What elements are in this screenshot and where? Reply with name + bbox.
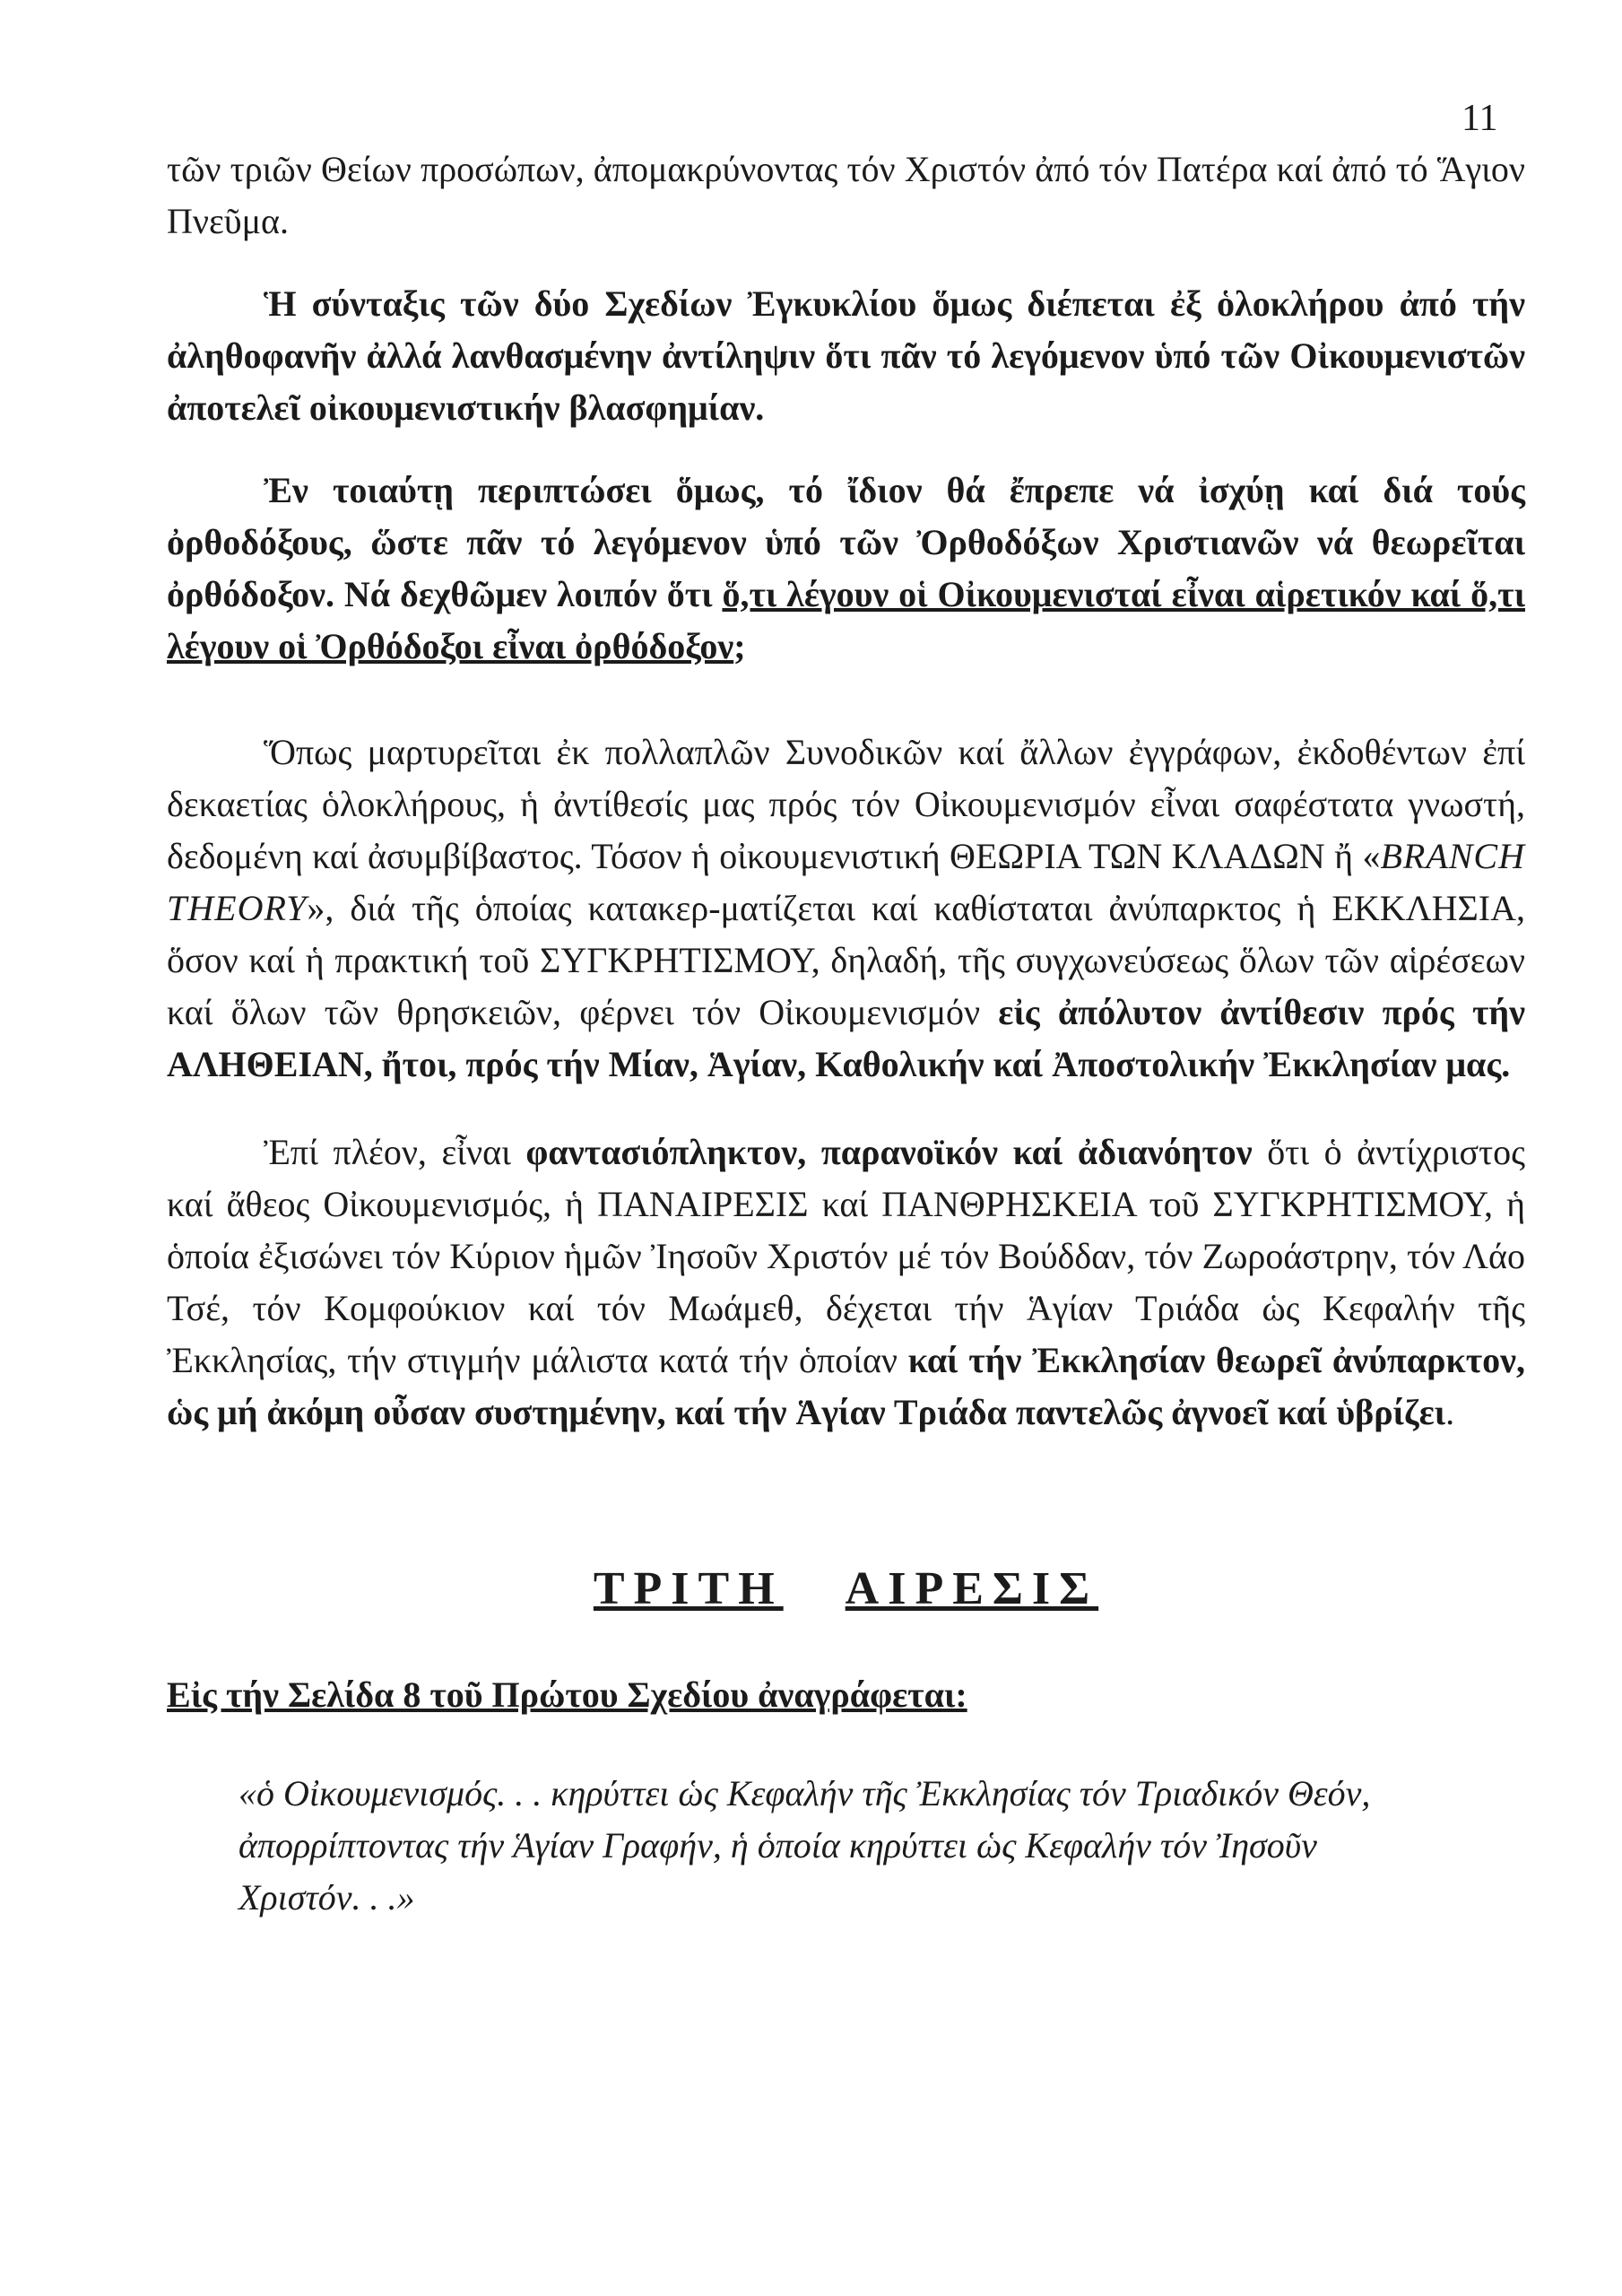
paragraph-2-end: ;	[733, 626, 746, 666]
section-heading	[167, 1562, 1525, 1615]
paragraph-3-text: Ὅπως μαρτυρεῖται ἐκ πολλαπλῶν Συνοδικῶν καί ἄλλων ἐγγράφων, ἐκδοθέντων ἐπί δεκαετίας ὁλοκλήρους, ἡ ἀντίθεσίς μας πρός τόν Οἰκουμενισμόν εἶναι σαφέστατα γνωστή, δεδομένη καί ἀσυμβίβαστος. Τόσον ἡ οἰκουμενιστική ΘΕΩΡΙΑ ΤΩΝ ΚΛΑΔΩΝ ἤ «	[167, 732, 1525, 876]
page-number: 11	[1462, 98, 1498, 139]
paragraph-4	[167, 1126, 1525, 1439]
page-body	[167, 144, 1525, 1924]
branch-theory-term: BRANCH THEORY	[167, 836, 1525, 928]
paragraph-4-text-2: ὅτι ὁ ἀντίχριστος καί ἄθεος Οἰκουμενισμός, ἡ ΠΑΝΑΙΡΕΣΙΣ καί ΠΑΝΘΡΗΣΚΕΙΑ τοῦ ΣΥΓΚΡΗΤΙΣΜΟΥ, ἡ ὁποία ἐξισώνει τόν Κύριον ἡμῶν Ἰησοῦν Χριστόν μέ τόν Βούδδαν, τόν Ζωροάστρην, τόν Λάο Τσέ, τόν Κομφούκιον καί τόν Μωάμεθ, δέχεται τήν Ἁγίαν Τριάδα ὡς Κεφαλήν τῆς Ἐκκλησίας, τήν στιγμήν μάλιστα κατά τήν ὁποίαν	[167, 1132, 1526, 1380]
paragraph-2-text: Ἐν τοιαύτῃ περιπτώσει ὅμως, τό ἴδιον θά ἔπρεπε νά ἰσχύῃ καί διά τούς ὀρθοδόξους, ὥστε πᾶν τό λεγόμενον ὑπό τῶν Ὀρθοδόξων Χριστιανῶν νά θεωρεῖται ὀρθόδοξον. Νά δεχθῶμεν λοιπόν ὅτι	[167, 470, 1525, 614]
paragraph-3-text-2: », διά τῆς ὁποίας κατακερ-ματίζεται καί καθίσταται ἀνύπαρκτος ἡ ΕΚΚΛΗΣΙΑ, ὅσον καί ἡ πρακτική τοῦ ΣΥΓΚΡΗΤΙΣΜΟΥ, δηλαδή, τῆς συγχωνεύσεως ὅλων τῶν αἱρέσεων καί ὅλων τῶν θρησκειῶν, φέρνει τόν Οἰκουμενισμόν	[167, 888, 1525, 1032]
section-heading-word-1: ΤΡΙΤΗ	[593, 1563, 784, 1614]
paragraph-1: Ἡ σύνταξις τῶν δύο Σχεδίων Ἐγκυκλίου ὅμως διέπεται ἐξ ὁλοκλήρου ἀπό τήν ἀληθοφανῆν ἀλλά λανθασμένην ἀντίληψιν ὅτι πᾶν τό λεγόμενον ὑπό τῶν Οἰκουμενιστῶν ἀποτελεῖ οἰκουμενιστικήν βλασφημίαν.	[167, 283, 1525, 428]
section-heading-word-2: ΑΙΡΕΣΙΣ	[845, 1563, 1099, 1614]
quote-text: «ὁ Οἰκουμενισμός. . . κηρύττει ὡς Κεφαλήν τῆς Ἐκκλησίας τόν Τριαδικόν Θεόν, ἀπορρίπτοντας τήν Ἁγίαν Γραφήν, ἡ ὁποία κηρύττει ὡς Κεφαλήν τόν Ἰησοῦν Χριστόν. . .»	[239, 1773, 1371, 1918]
paragraph-3	[167, 726, 1525, 1091]
paragraph-intro: τῶν τριῶν Θείων προσώπων, ἀπομακρύνοντας τόν Χριστόν ἀπό τόν Πατέρα καί ἀπό τό Ἅγιον Πνεῦμα.	[167, 149, 1525, 241]
paragraph-4-end: .	[1445, 1392, 1455, 1432]
paragraph-2-underlined: ὅ,τι λέγουν οἱ Οἰκουμενισταί εἶναι αἱρετικόν καί ὅ,τι λέγουν οἱ Ὀρθόδοξοι εἶναι ὀρθόδοξον	[167, 574, 1525, 666]
quote-intro: Εἰς τήν Σελίδα 8 τοῦ Πρώτου Σχεδίου ἀναγράφεται:	[167, 1674, 967, 1715]
paragraph-2	[167, 465, 1525, 673]
paragraph-3-bold: εἰς ἀπόλυτον ἀντίθεσιν πρός τήν ΑΛΗΘΕΙΑΝ, ἤτοι, πρός τήν Μίαν, Ἁγίαν, Καθολικήν καί Ἀποστολικήν Ἐκκλησίαν μας.	[167, 992, 1525, 1084]
paragraph-4-text: Ἐπί πλέον, εἶναι	[264, 1132, 526, 1172]
paragraph-4-bold-1: φαντασιόπληκτον, παρανοϊκόν καί ἀδιανόητον	[525, 1132, 1253, 1172]
paragraph-4-bold-2: καί τήν Ἐκκλησίαν θεωρεῖ ἀνύπαρκτον, ὡς μή ἀκόμη οὖσαν συστημένην, καί τήν Ἁγίαν Τριάδα παντελῶς ἀγνοεῖ καί ὑβρίζει	[167, 1340, 1526, 1432]
